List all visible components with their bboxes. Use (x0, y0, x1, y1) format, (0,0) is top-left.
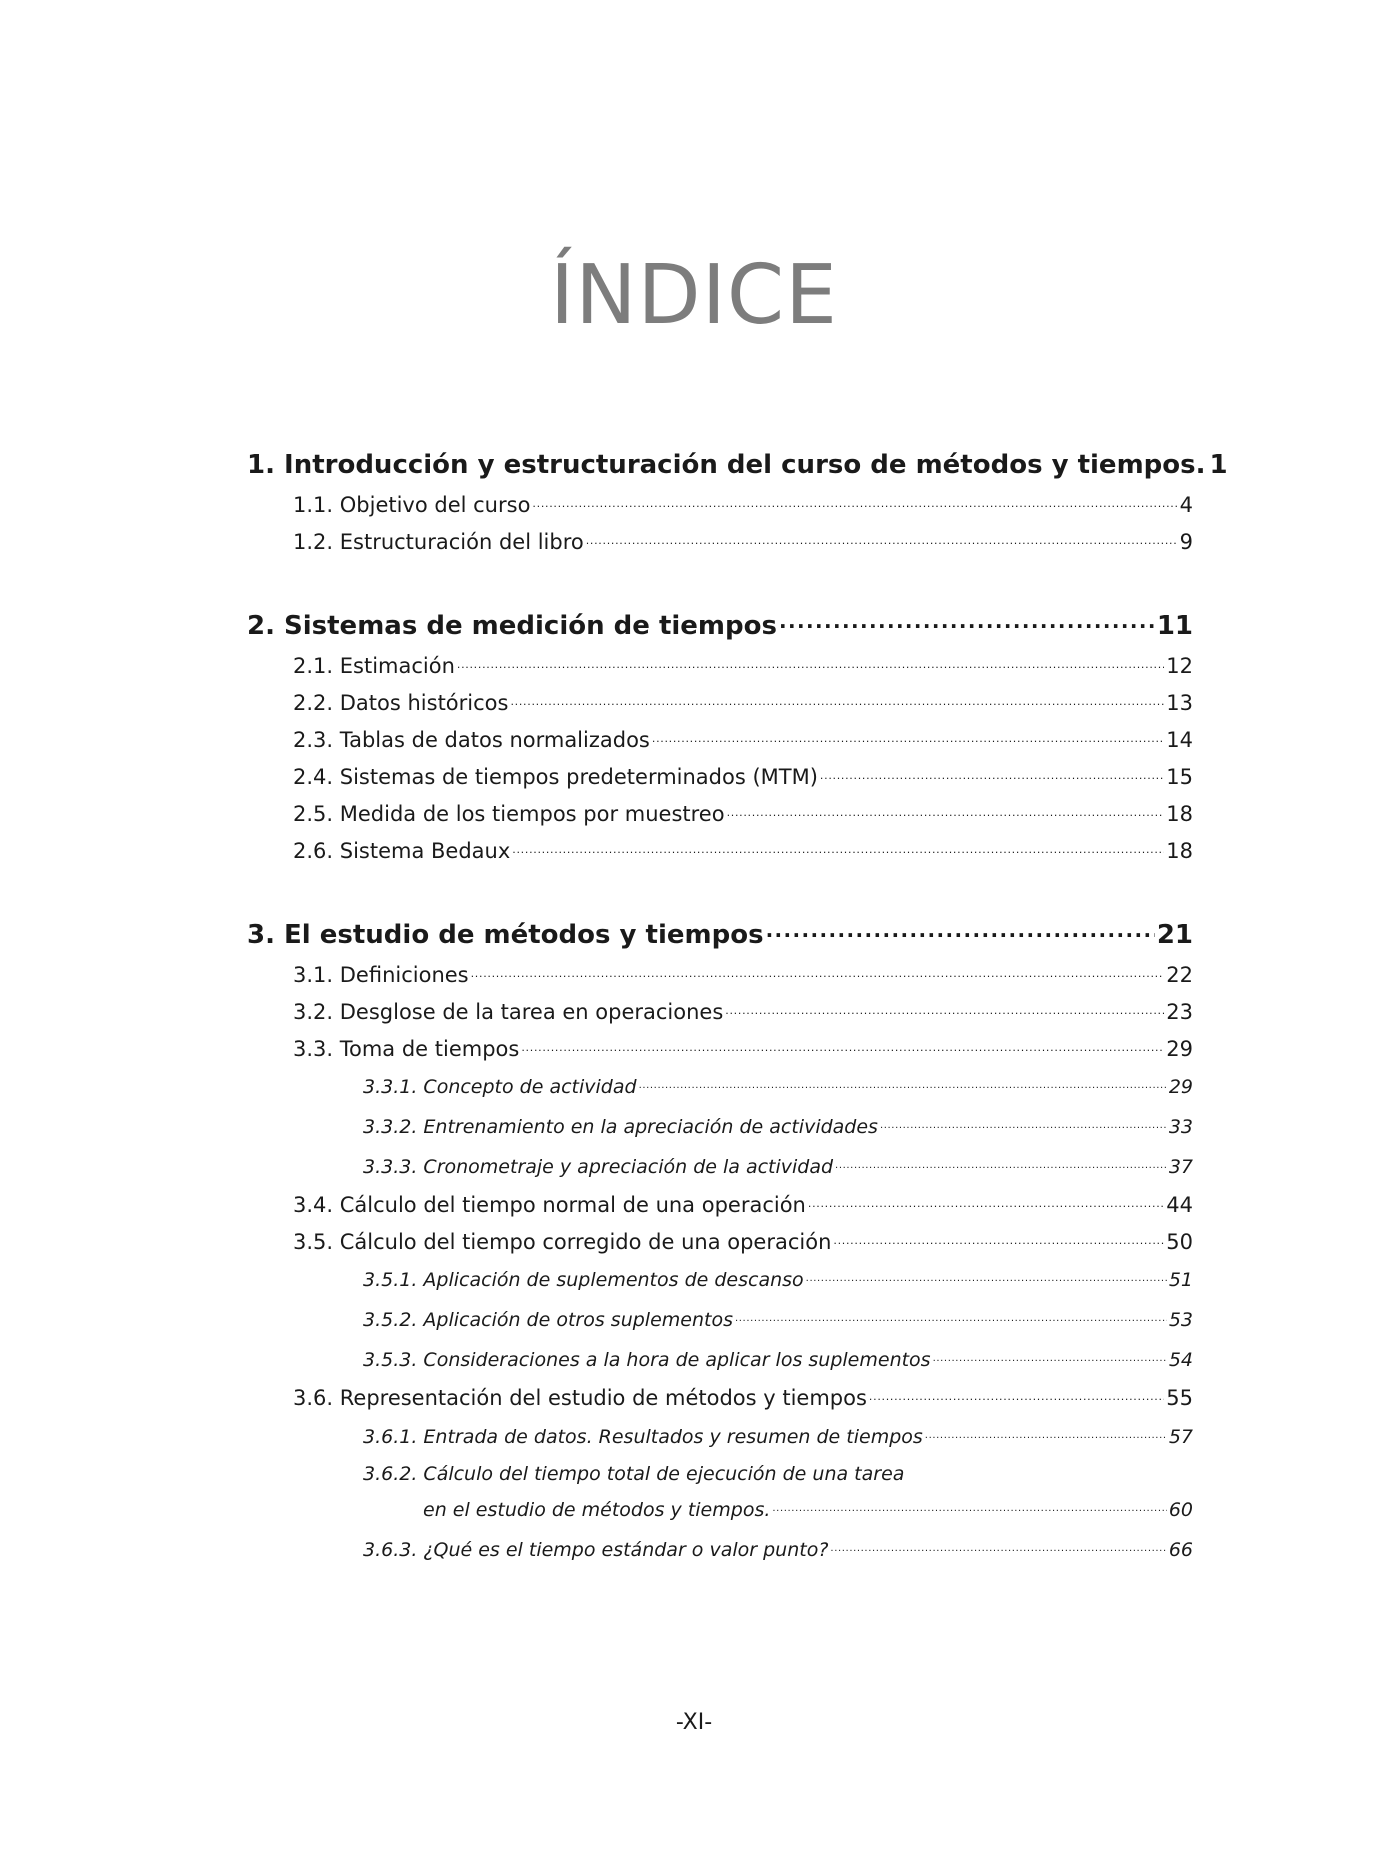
toc-page-number: 18 (1166, 802, 1193, 826)
dot-leader (725, 998, 1164, 1019)
toc-entry-label: 1. Introducción y estructuración del curso de métodos y tiempos. (247, 450, 1206, 480)
toc-section-2-3[interactable] (293, 726, 1193, 752)
dot-leader (820, 763, 1164, 784)
dot-leader (925, 1424, 1167, 1443)
toc-subsection-3-6-1[interactable] (363, 1424, 1193, 1448)
toc-page-number: 60 (1168, 1499, 1193, 1521)
dot-leader (766, 917, 1155, 943)
toc-page-number: 51 (1168, 1269, 1193, 1291)
dot-leader (880, 1114, 1167, 1133)
toc-subsection-3-5-2[interactable] (363, 1307, 1193, 1331)
toc-page-number: 44 (1166, 1193, 1193, 1217)
toc-section-3-6[interactable] (293, 1384, 1193, 1410)
dot-leader (727, 800, 1165, 821)
toc-entry-label: 2.2. Datos históricos (293, 691, 509, 715)
toc-page-number: 29 (1168, 1076, 1193, 1098)
toc-entry-label: 2.1. Estimación (293, 654, 455, 678)
toc-page-number: 55 (1166, 1386, 1193, 1410)
toc-section-2-6[interactable] (293, 837, 1193, 863)
toc-entry-label: 3.3.3. Cronometraje y apreciación de la actividad (363, 1156, 834, 1178)
toc-page-number: 21 (1156, 920, 1193, 950)
dot-leader (457, 652, 1164, 673)
dot-leader (830, 1537, 1166, 1556)
toc-section-3-5[interactable] (293, 1228, 1193, 1254)
dot-leader (521, 1035, 1164, 1056)
toc-entry-label: 3.5. Cálculo del tiempo corregido de una operación (293, 1230, 832, 1254)
toc-entry-label: 2.6. Sistema Bedaux (293, 839, 511, 863)
toc-entry-label: 2. Sistemas de medición de tiempos (247, 611, 777, 641)
toc-chapter-1[interactable] (247, 447, 1228, 480)
toc-section-3-3[interactable] (293, 1035, 1193, 1061)
dot-leader (471, 961, 1165, 982)
dot-leader (772, 1497, 1166, 1516)
toc-entry-label: en el estudio de métodos y tiempos. (423, 1499, 771, 1521)
toc-section-1-1[interactable] (293, 491, 1193, 517)
toc-chapter-2[interactable] (247, 608, 1193, 641)
toc-entry-label: 3.3. Toma de tiempos (293, 1037, 520, 1061)
page-title: ÍNDICE (550, 248, 838, 343)
dot-leader (869, 1384, 1164, 1405)
toc-section-3-2[interactable] (293, 998, 1193, 1024)
dot-leader (510, 689, 1164, 710)
toc-section-3-1[interactable] (293, 961, 1193, 987)
toc-page-number: 11 (1156, 611, 1193, 641)
toc-entry-label: 2.5. Medida de los tiempos por muestreo (293, 802, 725, 826)
toc-page-number: 1 (1209, 450, 1228, 480)
toc-page-number: 57 (1168, 1426, 1193, 1448)
dot-leader (532, 491, 1177, 512)
toc-page-number: 29 (1166, 1037, 1193, 1061)
toc-section-3-4[interactable] (293, 1191, 1193, 1217)
toc-section-2-1[interactable] (293, 652, 1193, 678)
toc-entry-label: 2.3. Tablas de datos normalizados (293, 728, 650, 752)
toc-subsection-3-3-3[interactable] (363, 1154, 1193, 1178)
toc-page-number: 13 (1166, 691, 1193, 715)
dot-leader (806, 1267, 1167, 1286)
toc-page-number: 50 (1166, 1230, 1193, 1254)
toc-page-number: 18 (1166, 839, 1193, 863)
dot-leader (652, 726, 1164, 747)
dot-leader (735, 1307, 1167, 1326)
toc-entry-label: 1.1. Objetivo del curso (293, 493, 531, 517)
toc-page-number: 15 (1166, 765, 1193, 789)
dot-leader (512, 837, 1164, 858)
toc-entry-label: 3.6.1. Entrada de datos. Resultados y resumen de tiempos (363, 1426, 923, 1448)
toc-subsection-3-3-1[interactable] (363, 1074, 1193, 1098)
toc-page-number: 4 (1179, 493, 1193, 517)
toc-entry-label: 3.6.3. ¿Qué es el tiempo estándar o valor punto? (363, 1539, 829, 1561)
toc-page-number: 14 (1166, 728, 1193, 752)
toc-page-number: 12 (1166, 654, 1193, 678)
dot-leader (833, 1228, 1164, 1249)
dot-leader (779, 608, 1155, 634)
toc-section-2-4[interactable] (293, 763, 1193, 789)
toc-section-2-2[interactable] (293, 689, 1193, 715)
dot-leader (586, 528, 1178, 549)
dot-leader (639, 1074, 1167, 1093)
toc-entry-label: 3.6. Representación del estudio de métodos y tiempos (293, 1386, 867, 1410)
dot-leader (808, 1191, 1164, 1212)
toc-page-number: 9 (1179, 530, 1193, 554)
toc-section-1-2[interactable] (293, 528, 1193, 554)
toc-page-number: 66 (1168, 1539, 1193, 1561)
toc-subsection-3-6-2[interactable] (423, 1497, 1193, 1521)
toc-chapter-3[interactable] (247, 917, 1193, 950)
toc-subsection-3-5-3[interactable] (363, 1347, 1193, 1371)
toc-entry-label: 1.2. Estructuración del libro (293, 530, 584, 554)
dot-leader (835, 1154, 1167, 1173)
toc-subsection-3-6-3[interactable] (363, 1537, 1193, 1561)
toc-entry-label: 3. El estudio de métodos y tiempos (247, 920, 764, 950)
page-number-footer: -XI- (675, 1710, 713, 1735)
toc-subsection-3-5-1[interactable] (363, 1267, 1193, 1291)
toc-subsection-3-3-2[interactable] (363, 1114, 1193, 1138)
toc-entry-label: 3.2. Desglose de la tarea en operaciones (293, 1000, 724, 1024)
toc-page-number: 33 (1168, 1116, 1193, 1138)
toc-section-2-5[interactable] (293, 800, 1193, 826)
toc-entry-label: 3.1. Definiciones (293, 963, 469, 987)
toc-page-number: 54 (1168, 1349, 1193, 1371)
toc-entry-label: 3.3.1. Concepto de actividad (363, 1076, 637, 1098)
toc-page-number: 23 (1166, 1000, 1193, 1024)
toc-entry-label: 3.5.2. Aplicación de otros suplementos (363, 1309, 733, 1331)
toc-entry-label: 3.3.2. Entrenamiento en la apreciación de actividades (363, 1116, 878, 1138)
toc-entry-label: 2.4. Sistemas de tiempos predeterminados (MTM) (293, 765, 818, 789)
toc-entry-label: 3.4. Cálculo del tiempo normal de una operación (293, 1193, 806, 1217)
dot-leader (933, 1347, 1167, 1366)
toc-page-number: 37 (1168, 1156, 1193, 1178)
toc-entry-label: 3.5.1. Aplicación de suplementos de descanso (363, 1269, 804, 1291)
toc-page-number: 53 (1168, 1309, 1193, 1331)
toc-entry-label: 3.5.3. Consideraciones a la hora de aplicar los suplementos (363, 1349, 931, 1371)
toc-page-number: 22 (1166, 963, 1193, 987)
toc-subsection-3-6-2-line1[interactable]: 3.6.2. Cálculo del tiempo total de ejecución de una tarea (363, 1463, 905, 1485)
